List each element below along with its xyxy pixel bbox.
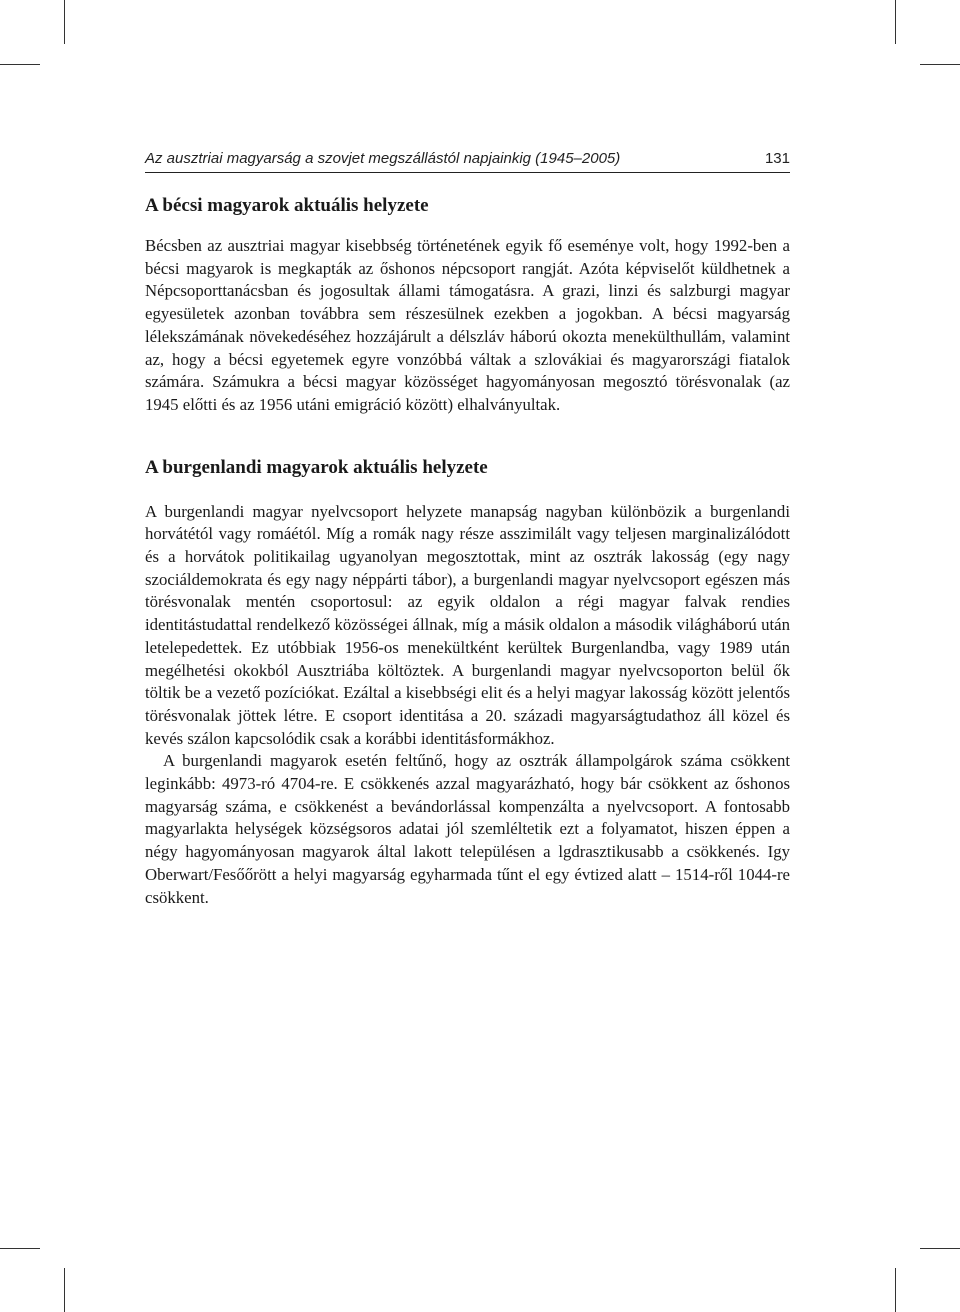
crop-mark xyxy=(920,64,960,65)
crop-mark xyxy=(64,0,65,44)
crop-mark xyxy=(0,1248,40,1249)
crop-mark xyxy=(0,64,40,65)
running-head xyxy=(145,150,790,173)
running-head-title: Az ausztriai magyarság a szovjet megszállástól napjainkig (1945–2005) xyxy=(145,150,621,167)
page-content xyxy=(145,150,790,909)
paragraph: A burgenlandi magyar nyelvcsoport helyzete manapság nagyban különbözik a burgenlandi horvátétól vagy romáétól. Míg a romák nagy része asszimilált vagy teljesen marginalizálódott és a horvátok politikailag ugyanolyan megosztottak, mint az osztrák lakosság (egy nagy szociáldemokrata és egy nagy néppárti tábor), a burgenlandi magyar nyelvcsoport egészen más törésvonalak mentén csoportosul: az egyik oldalon a régi magyar falvak rendies identitástudattal rendelkező közösségei állnak, míg a másik oldalon a második világháború után letelepedettek. Ez utóbbiak 1956-os menekültként kerültek Burgenlandba, vagy 1989 után megélhetési okokból Ausztriába költöztek. A burgenlandi magyar nyelvcsoporton belül ők töltik be a vezető pozíciókat. Ezáltal a kisebbségi elit és a helyi magyar lakosság között jelentős törésvonalak jöttek létre. E csoport identitása a 20. századi magyarságtudathoz áll közel és kevés szálon kapcsolódik csak a korábbi identitásformákhoz. xyxy=(145,501,790,748)
section-heading-vienna: A bécsi magyarok aktuális helyzete xyxy=(145,195,429,216)
section-heading-burgenland: A burgenlandi magyarok aktuális helyzete xyxy=(145,456,488,478)
crop-mark xyxy=(920,1248,960,1249)
crop-mark xyxy=(64,1268,65,1312)
crop-mark xyxy=(895,0,896,44)
crop-mark xyxy=(895,1268,896,1312)
paragraph: A burgenlandi magyarok esetén feltűnő, hogy az osztrák állampolgárok száma csökkent leginkább: 4973-ró 4704-re. E csökkenés azzal magyarázható, hogy bár csökkent az őshonos magyarság száma, e csökkenést a bevándorlással kompenzálta a nyelvcsoport. A fontosabb magyarlakta helységek községsoros adatai jól szemléltetik ezt a folyamatot, hiszen éppen a négy hagyományosan magyarok által lakott településen a lgdrasztikusabb a csökkenés. Igy Oberwart/Fesőőrött a helyi magyarság egyharmada tűnt el egy évtized alatt – 1514-ről 1044-re csökkent. xyxy=(145,751,790,907)
page-number: 131 xyxy=(764,150,790,167)
paragraph: Bécsben az ausztriai magyar kisebbség történetének egyik fő eseménye volt, hogy 1992-ben a bécsi magyarok is megkapták az őshonos népcsoport rangját. Azóta képviselőt küldhetnek a Népcsoporttanácsban és jogosultak állami támogatásra. A grazi, linzi és salzburgi magyar egyesületek azonban továbbra sem részesülnek ezekben a jogokban. A bécsi magyarság lélekszámának növekedéséhez hozzájárult a délszláv háború okozta menekülthullám, valamint az, hogy a bécsi egyetemek egyre vonzóbbá váltak a szlovákiai és magyarországi fiatalok számára. Számukra a bécsi magyar közösséget hagyományosan megosztó törésvonalak (az 1945 előtti és az 1956 utáni emigráció között) elhalványultak. xyxy=(145,236,790,414)
